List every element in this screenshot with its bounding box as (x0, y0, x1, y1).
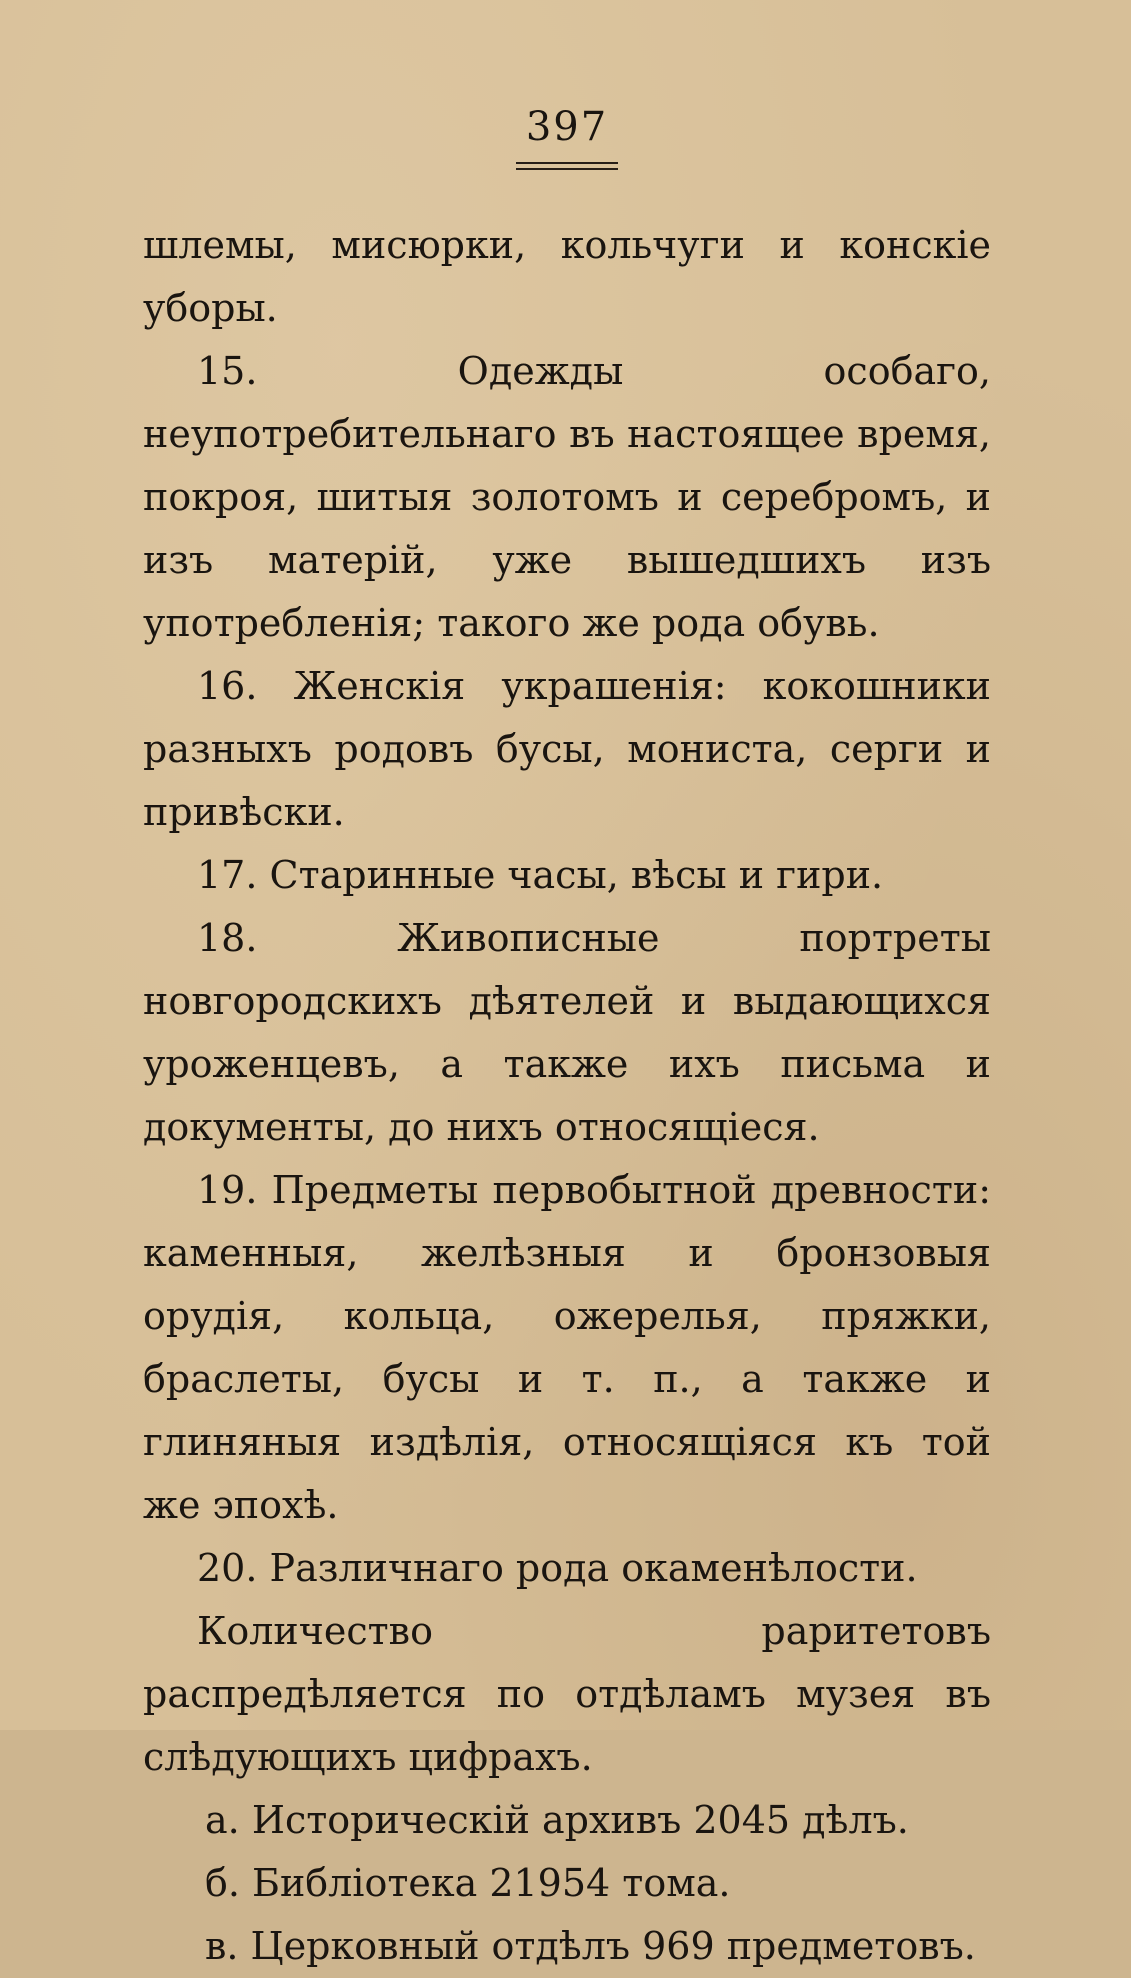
paragraph-item-16: 16. Женскія украшенія: кокошники разныхъ родовъ бусы, мониста, серги и привѣски. (143, 664, 991, 834)
paragraph-continuation: шлемы, мисюрки, кольчуги и конскіе уборы. (143, 223, 991, 330)
paragraph-item-17: 17. Старинные часы, вѣсы и гири. (197, 853, 884, 897)
list-item-a: а. Историческій архивъ 2045 дѣлъ. (205, 1798, 909, 1842)
paragraph-item-19: 19. Предметы первобытной древности: каменныя, желѣзныя и бронзовыя орудія, кольца, ожерелья, пряжки, браслеты, бусы и т. п., а также и глиняныя издѣлія, относящіяся къ той же эпохѣ. (143, 1168, 991, 1527)
page-number: 397 (525, 104, 609, 150)
paragraph-item-18: 18. Живописные портреты новгородскихъ дѣятелей и выдающихся уроженцевъ, а также ихъ письма и документы, до нихъ относящіеся. (143, 916, 991, 1149)
list-item-v: в. Церковный отдѣлъ 969 предметовъ. (205, 1924, 976, 1968)
list-item-b: б. Библіотека 21954 тома. (205, 1861, 731, 1905)
paragraph-item-20: 20. Различнаго рода окаменѣлости. (197, 1546, 918, 1590)
text-body (143, 214, 991, 1978)
paragraph-item-15: 15. Одежды особаго, неупотребительнаго въ настоящее время, покроя, шитыя золотомъ и серебромъ, и изъ матерій, уже вышедшихъ изъ употребленія; такого же рода обувь. (143, 349, 991, 645)
paragraph-summary: Количество раритетовъ распредѣляется по отдѣламъ музея въ слѣдующихъ цифрахъ. (143, 1609, 991, 1779)
double-rule-divider (516, 162, 618, 170)
